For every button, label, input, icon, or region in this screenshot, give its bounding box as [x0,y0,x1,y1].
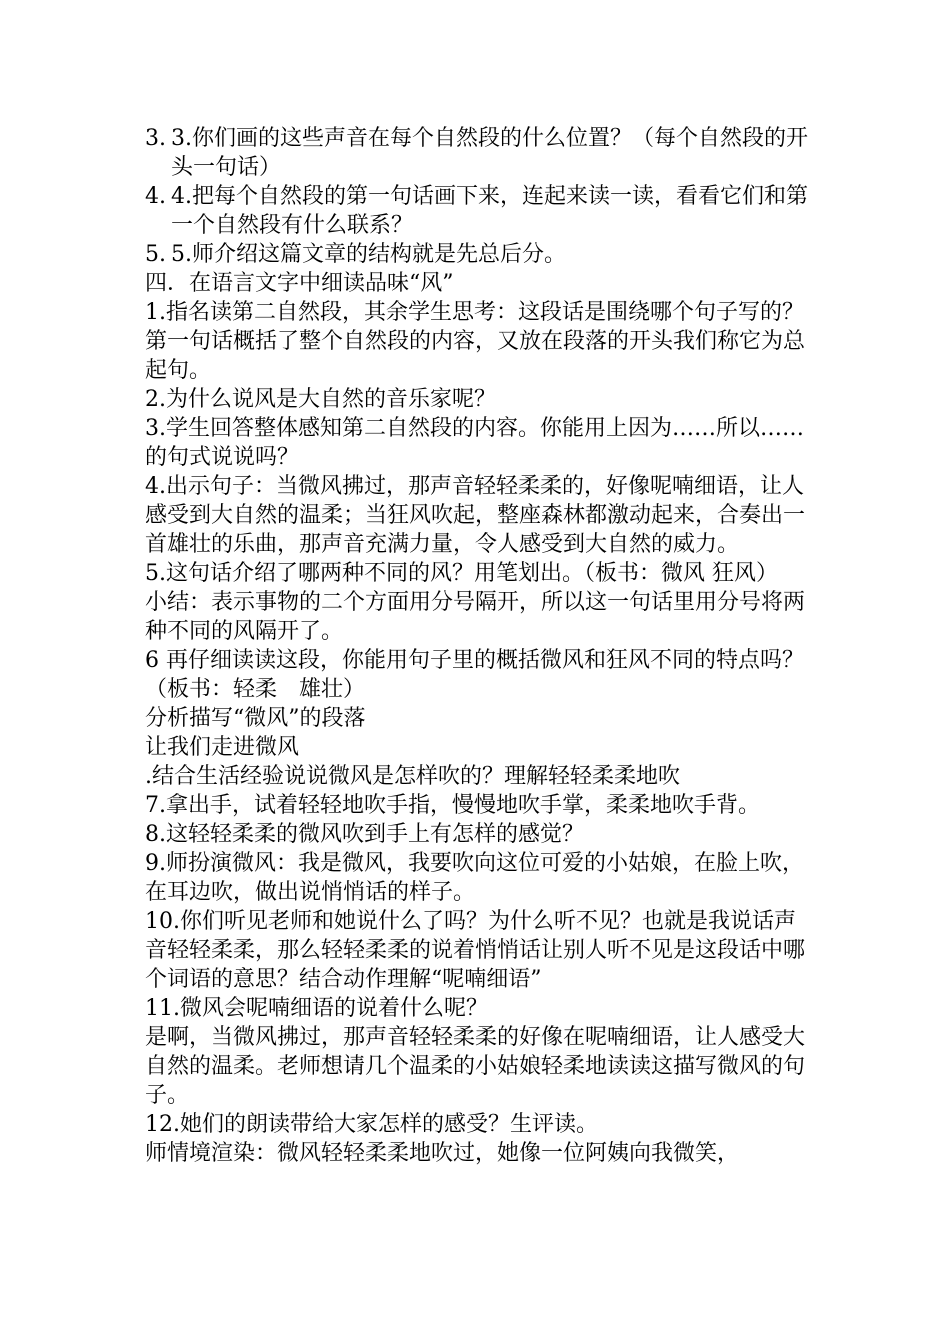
paragraph: 7.拿出手，试着轻轻地吹手指，慢慢地吹手掌，柔柔地吹手背。 [145,793,760,818]
paragraph: 6 再仔细读读这段，你能用句子里的概括微风和狂风不同的特点吗？（板书：轻柔 雄壮） [145,648,804,702]
paragraph: 9.师扮演微风：我是微风，我要吹向这位可爱的小姑娘，在脸上吹，在耳边吹，做出说悄悄话的样子。 [145,851,804,905]
paragraph: 8.这轻轻柔柔的微风吹到手上有怎样的感觉？ [145,822,584,847]
paragraph: 5.这句话介绍了哪两种不同的风？用笔划出。（板书：微风 狂风） [145,561,778,586]
paragraph: 11.微风会呢喃细语的说着什么呢？ [145,996,488,1021]
numbered-item [145,124,817,182]
paragraph: 让我们走进微风 [145,735,300,760]
numbered-item [145,182,817,240]
paragraph: 3.学生回答整体感知第二自然段的内容。你能用上因为……所以……的句式说说吗？ [145,416,804,470]
item-text: 4.把每个自然段的第一句话画下来，连起来读一读，看看它们和第一个自然段有什么联系？ [171,184,808,238]
paragraph: 1.指名读第二自然段，其余学生思考：这段话是围绕哪个句子写的？ [145,300,804,325]
paragraph: 第一句话概括了整个自然段的内容，又放在段落的开头我们称它为总起句。 [145,329,806,383]
paragraph: 小结：表示事物的二个方面用分号隔开，所以这一句话里用分号将两种不同的风隔开了。 [145,590,806,644]
item-number: 4. [145,184,166,209]
paragraph: .结合生活经验说说微风是怎样吹的？理解轻轻柔柔地吹 [145,764,680,789]
item-number: 3. [145,126,166,151]
paragraph: 师情境渲染：微风轻轻柔柔地吹过，她像一位阿姨向我微笑， [145,1141,740,1166]
paragraph: 12.她们的朗读带给大家怎样的感受？生评读。 [145,1112,598,1137]
numbered-item [145,240,817,269]
item-number: 5. [145,242,166,267]
item-text: 3.你们画的这些声音在每个自然段的什么位置？（每个自然段的开头一句话） [171,126,808,180]
paragraph: 10.你们听见老师和她说什么了吗？为什么听不见？也就是我说话声音轻轻柔柔，那么轻轻柔柔的说着悄悄话让别人听不见是这段话中哪个词语的意思？结合动作理解“呢喃细语” [145,909,806,992]
section-heading: 四．在语言文字中细读品味“风” [145,271,454,296]
document-page [145,124,817,1168]
paragraph: 2.为什么说风是大自然的音乐家呢？ [145,387,496,412]
subheading: 分析描写“微风”的段落 [145,706,366,731]
item-text: 5.师介绍这篇文章的结构就是先总后分。 [171,242,566,267]
paragraph: 4.出示句子：当微风拂过，那声音轻轻柔柔的，好像呢喃细语，让人感受到大自然的温柔；当狂风吹起，整座森林都激动起来，合奏出一首雄壮的乐曲，那声音充满力量，令人感受到大自然的威力。 [145,474,806,557]
paragraph: 是啊，当微风拂过，那声音轻轻柔柔的好像在呢喃细语，让人感受大自然的温柔。老师想请几个温柔的小姑娘轻柔地读读这描写微风的句子。 [145,1025,806,1108]
